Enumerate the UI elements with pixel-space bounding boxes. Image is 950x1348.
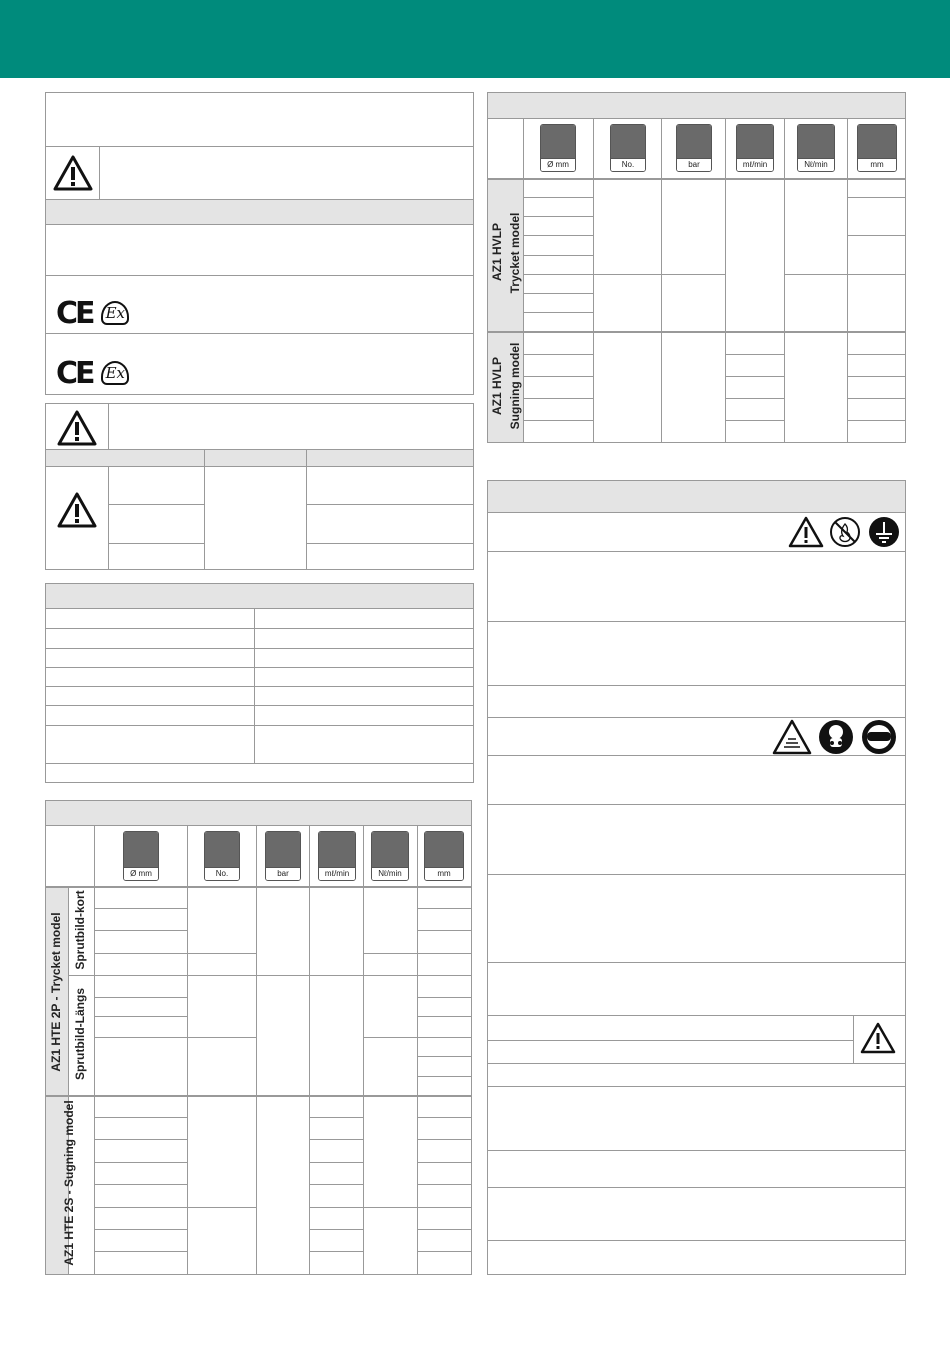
- air-cap-number-icon: No.: [610, 124, 646, 172]
- nozzle-diameter-icon: Ø mm: [123, 831, 159, 881]
- fluid-flow-icon: mℓ/min: [318, 831, 356, 881]
- model-label-hte-2p: AZ1 HTE 2P - Trycket model: [49, 912, 63, 1072]
- page-header-band: [0, 0, 950, 78]
- warning-triangle-icon: [860, 1022, 896, 1054]
- pattern-label-long: Sprutbild-Längs: [73, 988, 87, 1080]
- safety-header: [488, 481, 905, 513]
- air-cap-number-icon: No.: [204, 831, 240, 881]
- warning-table-header: [46, 449, 473, 467]
- intro-subheader: [46, 200, 473, 224]
- spray-table-hvlp: [487, 92, 906, 443]
- spray-table-hte-header: [46, 801, 471, 826]
- ce-mark-icon: CE: [56, 296, 93, 331]
- pattern-label-short: Sprutbild-kort: [73, 890, 87, 970]
- specification-header: [46, 584, 473, 609]
- pressure-gauge-icon: bar: [265, 831, 301, 881]
- ground-icon: [868, 516, 900, 548]
- respirator-icon: [818, 719, 854, 755]
- safety-section: [487, 480, 906, 1275]
- model-label-hvlp-suction-1: AZ1 HVLP: [490, 357, 504, 416]
- model-label-hvlp-pressure-2: Trycket model: [508, 212, 522, 294]
- intro-section: [45, 92, 474, 395]
- air-consumption-icon: Nℓ/min: [371, 831, 409, 881]
- ce-mark-icon: CE: [56, 356, 93, 391]
- spray-width-icon: mm: [424, 831, 464, 881]
- warning-triangle-icon: [56, 409, 98, 447]
- warning-triangle-icon: [788, 516, 824, 548]
- model-label-hvlp-pressure-1: AZ1 HVLP: [490, 223, 504, 282]
- spray-width-icon: mm: [857, 124, 897, 172]
- model-label-hte-2s: AZ1 HTE 2S - Sugning model: [62, 1100, 76, 1266]
- spray-table-hte: [45, 800, 472, 1275]
- warning-triangle-icon: [56, 491, 98, 529]
- specification-list: [45, 583, 474, 783]
- warning-table: [45, 403, 474, 570]
- spray-table-hvlp-header: [488, 93, 905, 119]
- pressure-gauge-icon: bar: [676, 124, 712, 172]
- ex-atex-icon: Ex: [101, 301, 129, 325]
- warning-triangle-icon: [52, 154, 94, 192]
- no-open-flame-icon: [829, 516, 861, 548]
- model-label-hvlp-suction-2: Sugning model: [508, 342, 522, 430]
- fluid-flow-icon: mℓ/min: [736, 124, 774, 172]
- ventilation-warning-icon: [772, 719, 812, 755]
- nozzle-diameter-icon: Ø mm: [540, 124, 576, 172]
- goggles-icon: [861, 719, 897, 755]
- ex-atex-icon: Ex: [101, 361, 129, 385]
- air-consumption-icon: Nℓ/min: [797, 124, 835, 172]
